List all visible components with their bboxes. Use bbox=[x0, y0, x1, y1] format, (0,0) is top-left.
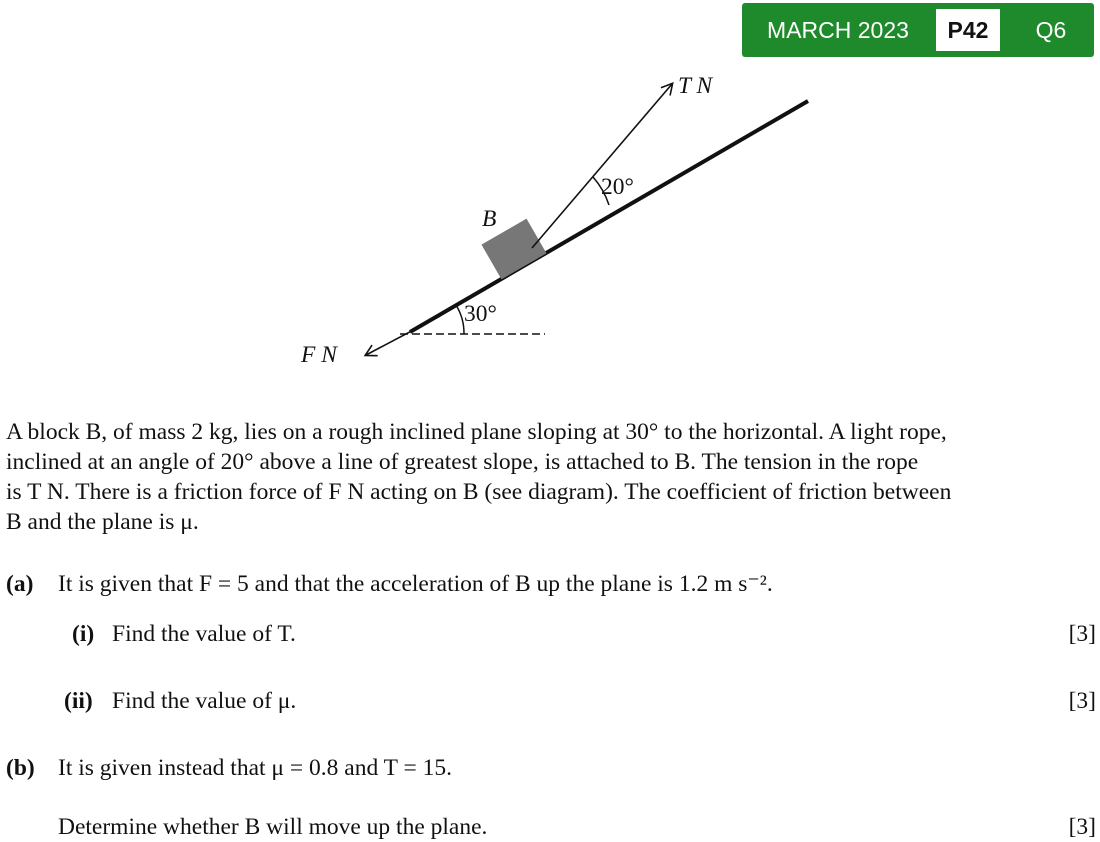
part-a-label: (a) bbox=[6, 571, 34, 597]
stem-line-3: is T N. There is a friction force of F N acting on B (see diagram). The coefficient of friction between bbox=[6, 479, 952, 505]
stem-line-2: inclined at an angle of 20° above a line of greatest slope, is attached to B. The tension in the rope bbox=[6, 449, 919, 475]
rope-angle-label: 20° bbox=[601, 174, 634, 200]
badge-session: MARCH 2023 bbox=[767, 17, 909, 43]
badge-question: Q6 bbox=[1035, 17, 1067, 43]
part-b-text: It is given instead that μ = 0.8 and T = 15. bbox=[58, 755, 452, 781]
friction-arrow bbox=[366, 316, 440, 355]
badge-paper: P42 bbox=[936, 9, 1000, 51]
part-a-text: It is given that F = 5 and that the acceleration of B up the plane is 1.2 m s⁻². bbox=[58, 571, 773, 597]
part-b-task: Determine whether B will move up the plane. bbox=[58, 814, 488, 840]
inclined-plane bbox=[410, 101, 808, 332]
stem-line-1: A block B, of mass 2 kg, lies on a rough inclined plane sloping at 30° to the horizontal. A light rope, bbox=[6, 419, 947, 445]
part-a-ii-text: Find the value of μ. bbox=[112, 688, 297, 714]
plane-angle-label: 30° bbox=[464, 301, 497, 327]
part-a-ii-label: (ii) bbox=[64, 688, 93, 714]
part-a-i-label: (i) bbox=[72, 621, 95, 647]
block-label: B bbox=[482, 206, 497, 232]
friction-label: F N bbox=[301, 342, 337, 368]
part-a-i-marks: [3] bbox=[1068, 621, 1096, 647]
plane-angle-arc bbox=[456, 305, 464, 334]
part-b-marks: [3] bbox=[1068, 814, 1096, 840]
part-a-i-text: Find the value of T. bbox=[112, 621, 296, 647]
tension-label: T N bbox=[678, 73, 713, 99]
stem-line-4: B and the plane is μ. bbox=[6, 509, 199, 535]
inclined-plane-diagram bbox=[0, 0, 1100, 400]
tension-arrow bbox=[532, 84, 672, 248]
part-a-ii-marks: [3] bbox=[1068, 688, 1096, 714]
part-b-label: (b) bbox=[6, 755, 35, 781]
